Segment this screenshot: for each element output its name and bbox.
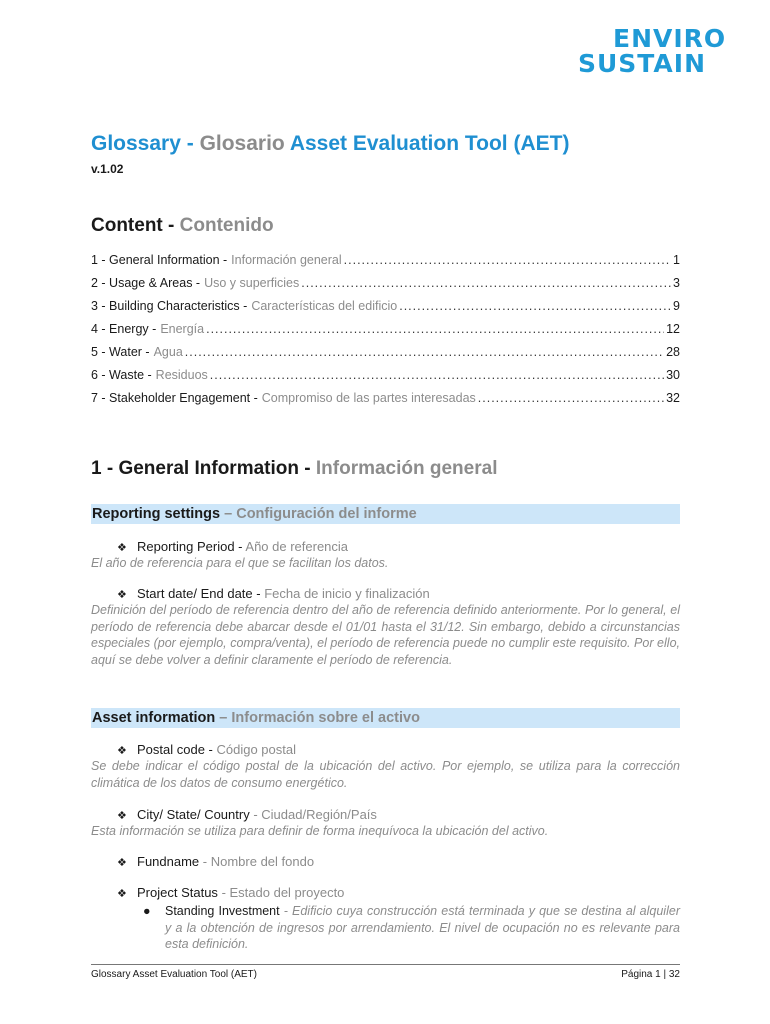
term-en: Fundname: [137, 854, 200, 869]
toc-page-number: 32: [666, 391, 680, 405]
title-es: Glosario: [199, 132, 285, 155]
toc-entry[interactable]: [91, 322, 680, 345]
toc-dots: [206, 322, 664, 336]
toc-dots: [185, 345, 664, 359]
toc-entry-es: Energía: [160, 322, 205, 336]
asset-information-bar: [91, 708, 680, 728]
section-heading: [91, 458, 497, 480]
diamond-bullet-icon: ❖: [117, 589, 127, 601]
toc-dots: [301, 276, 671, 290]
sub-term-es: - Edificio cuya construcción está terminada y que se destina al alquiler y a la obtención de ingresos por arrendamiento. El nivel de ocupación no es relevante para esta definición.: [165, 904, 680, 951]
title-en2: Asset Evaluation Tool (AET): [289, 132, 570, 155]
section-heading-en: 1 - General Information -: [91, 458, 311, 479]
glossary-term: [117, 854, 314, 869]
diamond-bullet-icon: ❖: [117, 888, 127, 900]
glossary-term: [117, 742, 296, 757]
glossary-term: [117, 807, 377, 822]
toc-entry-es: Uso y superficies: [204, 276, 300, 290]
glossary-term: [117, 586, 430, 601]
bar-title-es: – Configuración del informe: [224, 506, 417, 522]
toc-page-number: 3: [673, 276, 680, 290]
version-label: v.1.02: [91, 162, 124, 176]
term-es: Código postal: [216, 742, 296, 757]
sub-term-en: Standing Investment: [165, 904, 280, 918]
content-heading-es: Contenido: [179, 215, 274, 236]
toc-entry[interactable]: [91, 299, 680, 322]
diamond-bullet-icon: ❖: [117, 857, 127, 869]
diamond-bullet-icon: ❖: [117, 542, 127, 554]
toc-entry[interactable]: [91, 276, 680, 299]
toc-entry-en: 4 - Energy -: [91, 322, 157, 336]
diamond-bullet-icon: ❖: [117, 745, 127, 757]
footer-doc-title: Glossary Asset Evaluation Tool (AET): [91, 969, 257, 980]
page-footer: [91, 964, 680, 983]
toc-page-number: 9: [673, 299, 680, 313]
term-es: Fecha de inicio y finalización: [264, 586, 430, 601]
term-description: Esta información se utiliza para definir de forma inequívoca la ubicación del activo.: [91, 824, 549, 838]
sub-bullet-item: [143, 903, 680, 953]
term-description: Se debe indicar el código postal de la ubicación del activo. Por ejemplo, se utiliza para la corrección climática de los datos de consumo energético.: [91, 759, 680, 790]
footer-page-number: Página 1 | 32: [621, 969, 680, 980]
term-description: El año de referencia para el que se facilitan los datos.: [91, 556, 389, 570]
term-description: Definición del período de referencia dentro del año de referencia definido anteriormente. Por lo general, el período de referencia debe abarcar desde el 01/01 hasta el 31/12. Sin embargo, debido a circunstancias especiales (por ejemplo, compra/venta), el período de referencia puede no cumplir este requisito. Por ello, aquí se debe volver a definir claramente el período de referencia.: [91, 603, 680, 667]
sub-bullet-text: [143, 903, 680, 953]
bar-title-es: – Información sobre el activo: [219, 710, 420, 726]
toc-dots: [399, 299, 671, 313]
toc-page-number: 1: [673, 253, 680, 267]
toc-entry-en: 1 - General Information -: [91, 253, 228, 267]
toc-entry-es: Características del edificio: [251, 299, 398, 313]
toc-page-number: 12: [666, 322, 680, 336]
toc-entry[interactable]: [91, 391, 680, 414]
toc-dots: [478, 391, 664, 405]
content-heading-en: Content -: [91, 215, 175, 236]
toc-entry-en: 7 - Stakeholder Engagement -: [91, 391, 258, 405]
bar-title-en: Asset information: [92, 710, 216, 726]
term-es: Año de referencia: [245, 539, 349, 554]
toc-entry[interactable]: [91, 253, 680, 276]
glossary-term: [117, 539, 348, 554]
toc-entry-es: Agua: [153, 345, 183, 359]
section-heading-es: Información general: [315, 458, 498, 479]
table-of-contents: [91, 253, 680, 414]
toc-entry-es: Residuos: [155, 368, 208, 382]
envirosustain-logo: [578, 26, 738, 76]
term-en: Project Status: [137, 885, 218, 900]
toc-entry-en: 6 - Waste -: [91, 368, 152, 382]
title-en: Glossary -: [91, 132, 194, 155]
term-en: Reporting Period -: [137, 539, 243, 554]
document-title: [91, 132, 569, 156]
term-en: Start date/ End date -: [137, 586, 261, 601]
bar-title-en: Reporting settings: [92, 506, 221, 522]
toc-dots: [344, 253, 671, 267]
toc-page-number: 28: [666, 345, 680, 359]
toc-page-number: 30: [666, 368, 680, 382]
term-es: - Estado del proyecto: [221, 885, 345, 900]
toc-entry-en: 2 - Usage & Areas -: [91, 276, 201, 290]
term-en: Postal code -: [137, 742, 213, 757]
toc-entry-es: Información general: [231, 253, 342, 267]
term-es: - Nombre del fondo: [202, 854, 315, 869]
toc-entry-en: 5 - Water -: [91, 345, 150, 359]
term-en: City/ State/ Country: [137, 807, 250, 822]
content-heading: [91, 215, 274, 237]
toc-entry-es: Compromiso de las partes interesadas: [261, 391, 476, 405]
diamond-bullet-icon: ❖: [117, 810, 127, 822]
term-es: - Ciudad/Región/País: [253, 807, 377, 822]
bullet-dot-icon: ●: [143, 904, 151, 918]
reporting-settings-bar: [91, 504, 680, 524]
toc-entry-en: 3 - Building Characteristics -: [91, 299, 248, 313]
toc-dots: [210, 368, 664, 382]
glossary-term: [117, 885, 344, 900]
toc-entry[interactable]: [91, 345, 680, 368]
logo-line-2: SUSTAIN: [578, 49, 706, 78]
logo-line-1: ENVIRO: [613, 24, 727, 53]
toc-entry[interactable]: [91, 368, 680, 391]
